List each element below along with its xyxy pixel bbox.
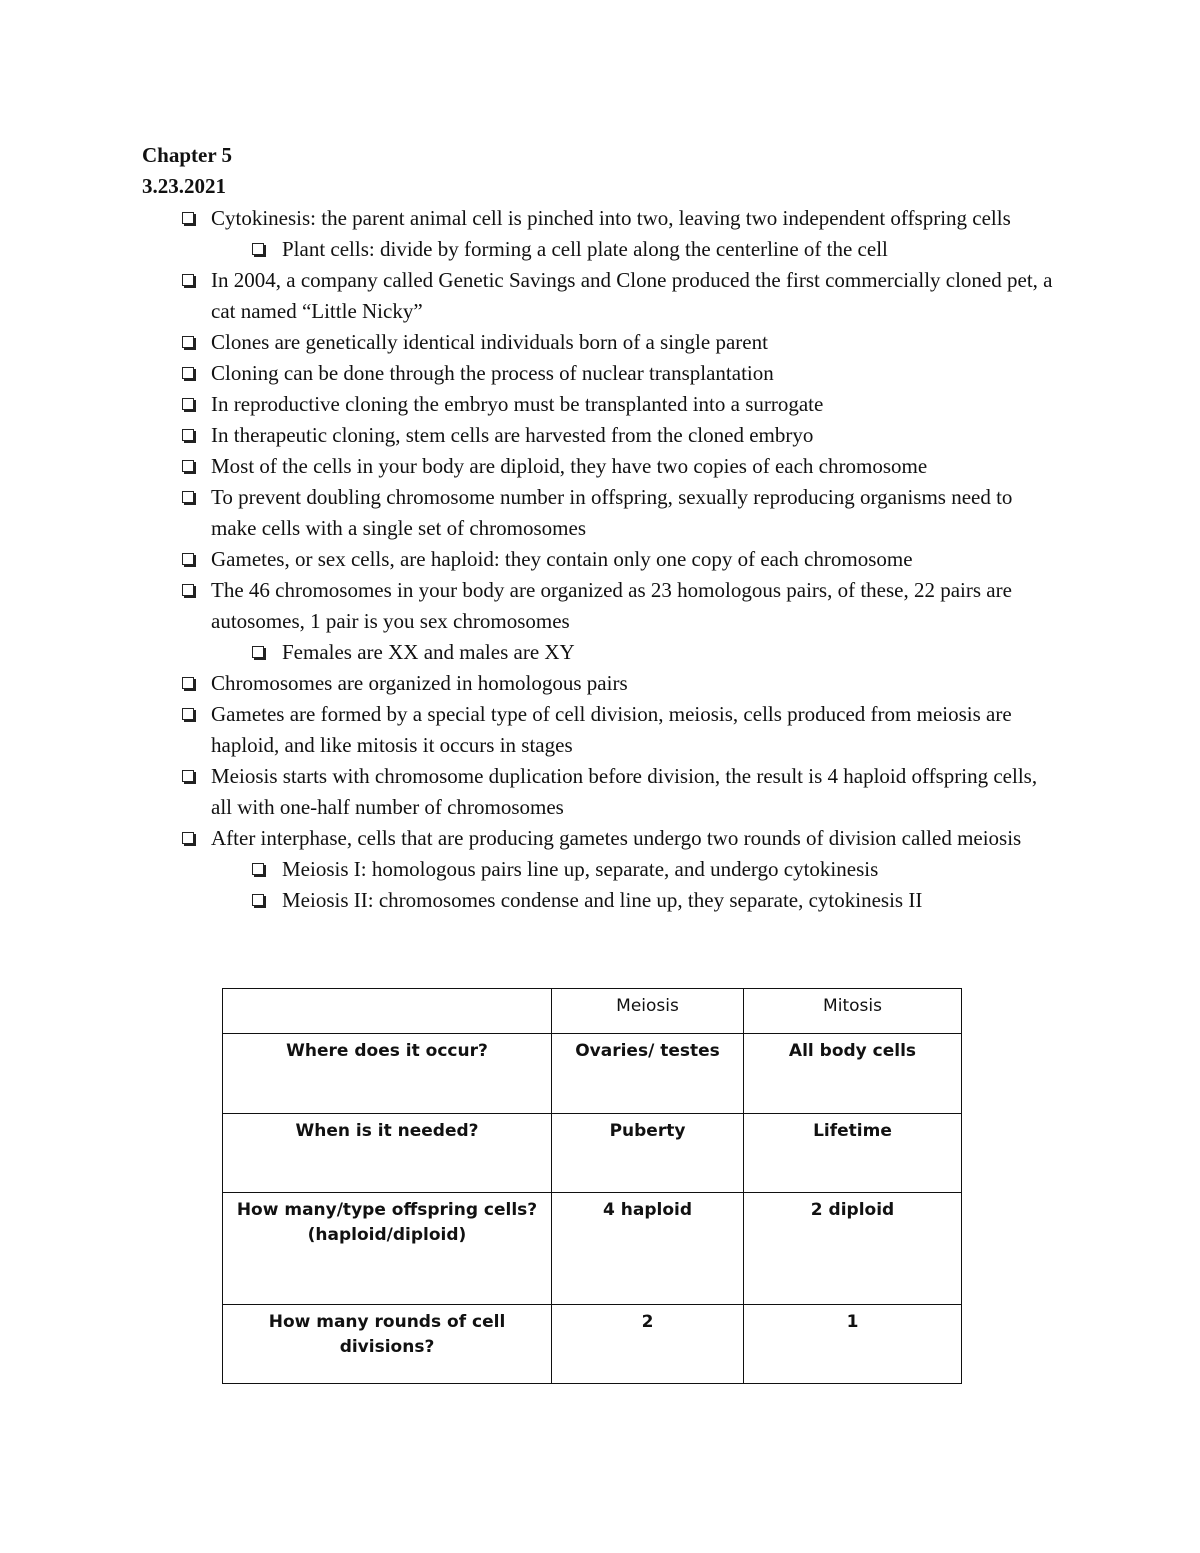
table-cell: When is it needed? <box>223 1114 552 1193</box>
notes-list <box>0 203 1082 916</box>
checkbox-bullet-icon <box>182 491 194 503</box>
list-item <box>0 451 1061 482</box>
list-item-text: In therapeutic cloning, stem cells are harvested from the cloned embryo <box>211 423 814 447</box>
list-item-text: Meiosis starts with chromosome duplication before division, the result is 4 haploid offspring cells, all with one-half number of chromosomes <box>211 764 1038 819</box>
table-cell: 1 <box>744 1305 962 1384</box>
list-item <box>0 575 1061 637</box>
checkbox-bullet-icon <box>182 584 194 596</box>
list-item-text: Clones are genetically identical individuals born of a single parent <box>211 330 768 354</box>
checkbox-bullet-icon <box>182 460 194 472</box>
list-item-text: Meiosis II: chromosomes condense and line up, they separate, cytokinesis II <box>282 888 923 912</box>
table-header-cell: Mitosis <box>744 989 962 1034</box>
table-header-row <box>223 989 962 1034</box>
list-item-text: Gametes, or sex cells, are haploid: they contain only one copy of each chromosome <box>211 547 913 571</box>
list-item-text: Females are XX and males are XY <box>282 640 575 664</box>
notes-date: 3.23.2021 <box>142 174 226 198</box>
table-row <box>223 1193 962 1305</box>
table-cell: 4 haploid <box>552 1193 744 1305</box>
table-row <box>223 1305 962 1384</box>
table-cell: Where does it occur? <box>223 1034 552 1114</box>
list-item <box>0 761 1061 823</box>
table-header-cell <box>223 989 552 1034</box>
table-header-cell: Meiosis <box>552 989 744 1034</box>
checkbox-bullet-icon <box>182 212 194 224</box>
table-cell: How many/type offspring cells? (haploid/diploid) <box>223 1193 552 1305</box>
checkbox-bullet-icon <box>252 243 264 255</box>
table-row <box>223 1114 962 1193</box>
checkbox-bullet-icon <box>182 367 194 379</box>
table-cell: Ovaries/ testes <box>552 1034 744 1114</box>
list-item <box>0 420 1061 451</box>
list-item-text: Cytokinesis: the parent animal cell is pinched into two, leaving two independent offspring cells <box>211 206 1011 230</box>
checkbox-bullet-icon <box>252 646 264 658</box>
list-item <box>0 358 1061 389</box>
checkbox-bullet-icon <box>182 429 194 441</box>
checkbox-bullet-icon <box>182 677 194 689</box>
list-item-text: Meiosis I: homologous pairs line up, separate, and undergo cytokinesis <box>282 857 879 881</box>
checkbox-bullet-icon <box>182 832 194 844</box>
list-item-text: The 46 chromosomes in your body are organized as 23 homologous pairs, of these, 22 pairs are autosomes, 1 pair is you sex chromosomes <box>211 578 1012 633</box>
chapter-title: Chapter 5 <box>142 143 233 167</box>
list-item <box>0 389 1061 420</box>
list-item <box>0 482 1061 544</box>
list-item <box>0 265 1061 327</box>
table-cell: All body cells <box>744 1034 962 1114</box>
list-item-text: Plant cells: divide by forming a cell plate along the centerline of the cell <box>282 237 888 261</box>
checkbox-bullet-icon <box>182 553 194 565</box>
list-item-text: Most of the cells in your body are diploid, they have two copies of each chromosome <box>211 454 928 478</box>
list-item <box>0 234 1082 265</box>
checkbox-bullet-icon <box>182 274 194 286</box>
meiosis-mitosis-table <box>222 988 962 1384</box>
list-item <box>0 823 1061 854</box>
list-item <box>0 203 1061 234</box>
checkbox-bullet-icon <box>182 708 194 720</box>
list-item-text: After interphase, cells that are producing gametes undergo two rounds of division called meiosis <box>211 826 1022 850</box>
list-item-text: In reproductive cloning the embryo must be transplanted into a surrogate <box>211 392 824 416</box>
list-item-text: Chromosomes are organized in homologous pairs <box>211 671 628 695</box>
table-cell: 2 <box>552 1305 744 1384</box>
table-cell: How many rounds of cell divisions? <box>223 1305 552 1384</box>
checkbox-bullet-icon <box>252 894 264 906</box>
list-item-text: To prevent doubling chromosome number in offspring, sexually reproducing organisms need to make cells with a single set of chromosomes <box>211 485 1013 540</box>
list-item-text: In 2004, a company called Genetic Savings and Clone produced the first commercially cloned pet, a cat named “Little Nicky” <box>211 268 1053 323</box>
list-item <box>0 885 1082 916</box>
list-item <box>0 668 1061 699</box>
list-item <box>0 544 1061 575</box>
list-item-text: Cloning can be done through the process of nuclear transplantation <box>211 361 774 385</box>
checkbox-bullet-icon <box>182 336 194 348</box>
checkbox-bullet-icon <box>252 863 264 875</box>
table-cell: Lifetime <box>744 1114 962 1193</box>
checkbox-bullet-icon <box>182 770 194 782</box>
table-row <box>223 1034 962 1114</box>
list-item <box>0 637 1082 668</box>
list-item <box>0 699 1061 761</box>
list-item-text: Gametes are formed by a special type of cell division, meiosis, cells produced from meiosis are haploid, and like mitosis it occurs in stages <box>211 702 1012 757</box>
list-item <box>0 854 1082 885</box>
table-cell: Puberty <box>552 1114 744 1193</box>
table-cell: 2 diploid <box>744 1193 962 1305</box>
list-item <box>0 327 1061 358</box>
checkbox-bullet-icon <box>182 398 194 410</box>
